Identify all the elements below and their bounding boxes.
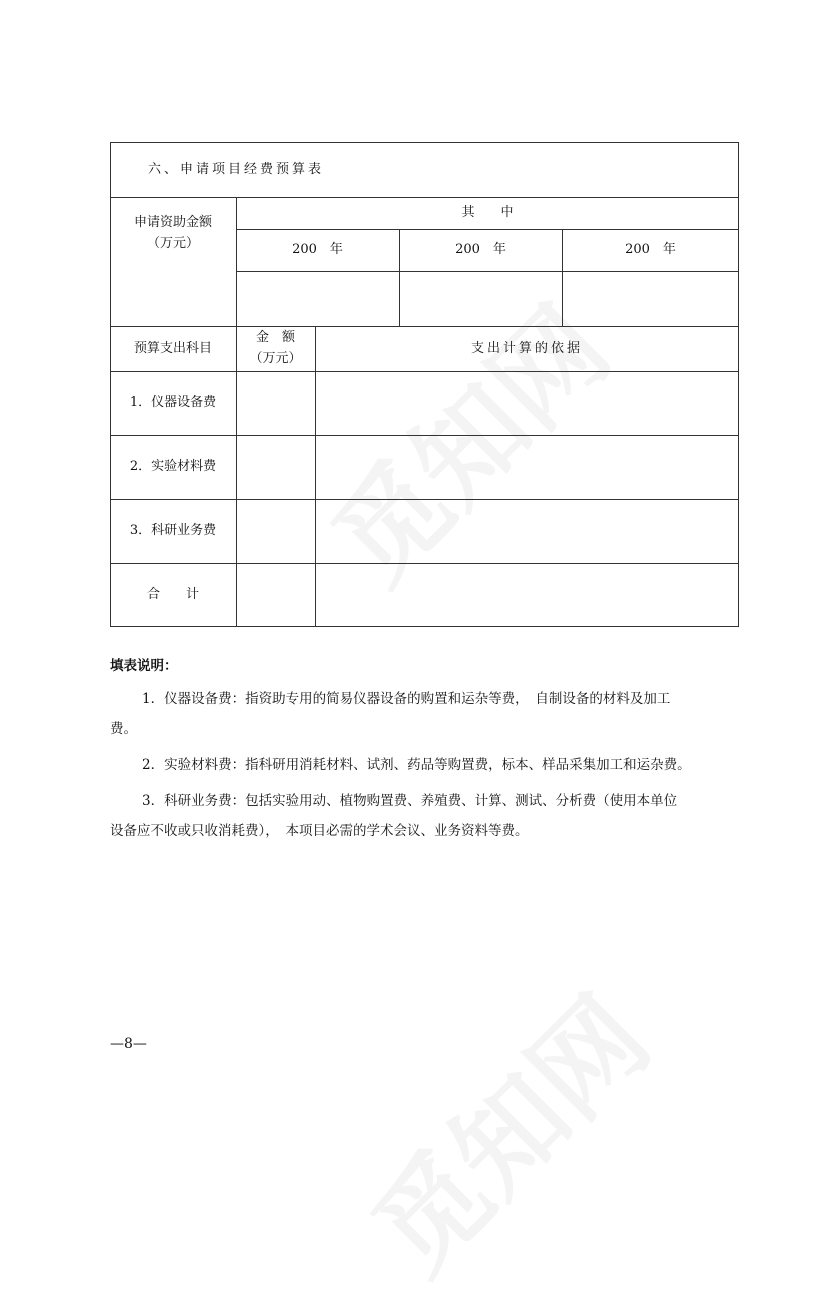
note-3: 3．科研业务费：包括实验用动、植物购置费、养殖费、计算、测试、分析费（使用本单位 bbox=[142, 793, 678, 809]
page-number: —8— bbox=[110, 1036, 147, 1052]
note-1-cont: 费。 bbox=[110, 721, 137, 737]
year-col-2: 200 年 bbox=[455, 242, 506, 257]
note-3-cont: 设备应不收或只收消耗费）， 本项目必需的学术会议、业务资料等费。 bbox=[110, 823, 529, 839]
col-amount-header: 金 额 bbox=[255, 330, 295, 345]
amount-label: 申请资助金额 bbox=[133, 215, 212, 230]
year-col-3: 200 年 bbox=[625, 242, 676, 257]
row-total: 合 计 bbox=[146, 587, 199, 602]
notes-heading: 填表说明： bbox=[110, 658, 178, 674]
col-subject-header: 预算支出科目 bbox=[133, 341, 212, 356]
amount-unit-label: （万元） bbox=[146, 236, 199, 251]
year-col-1: 200 年 bbox=[292, 242, 343, 257]
col-basis-header: 支出计算的依据 bbox=[470, 341, 583, 356]
row-equipment: 1．仪器设备费 bbox=[129, 395, 217, 410]
note-1: 1．仪器设备费：指资助专用的简易仪器设备的购置和运杂等费， 自制设备的材料及加工 bbox=[142, 691, 671, 707]
among-label: 其 中 bbox=[461, 205, 514, 220]
watermark bbox=[292, 266, 637, 611]
section-title: 六、申请项目经费预算表 bbox=[148, 162, 325, 177]
watermark-bottom bbox=[332, 956, 677, 1301]
row-materials: 2．实验材料费 bbox=[129, 459, 217, 474]
col-amount-unit: （万元） bbox=[249, 351, 302, 366]
note-2: 2．实验材料费：指科研用消耗材料、试剂、药品等购置费，标本、样品采集加工和运杂费。 bbox=[142, 757, 691, 773]
row-research: 3．科研业务费 bbox=[129, 523, 217, 538]
